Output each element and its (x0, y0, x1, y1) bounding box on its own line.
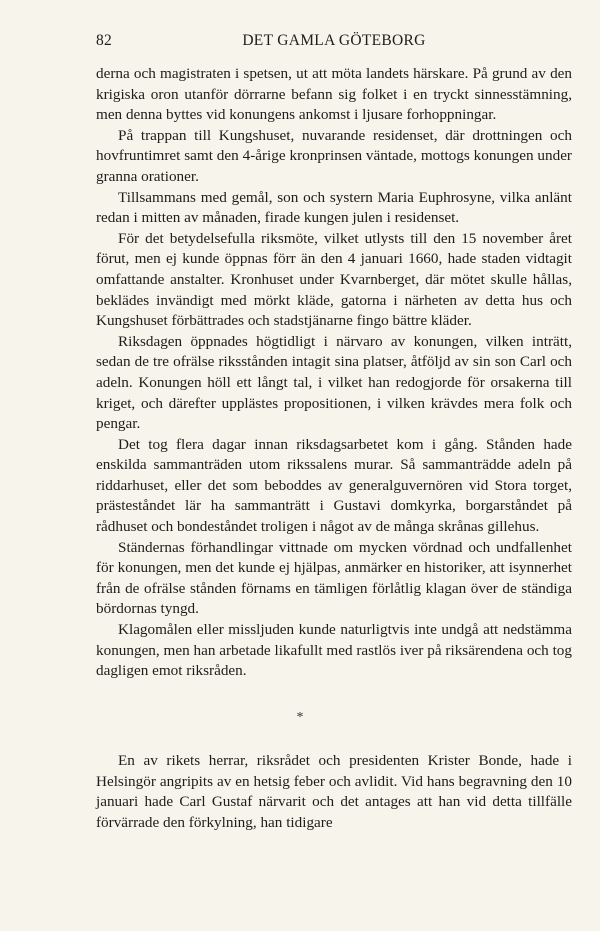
section-separator: * (296, 710, 304, 725)
running-header (96, 32, 572, 50)
paragraph: Ständernas förhandlingar vittnade om mycken vördnad och undfallenhet för konungen, men det kunde ej hjälpas, anmärker en historiker, att isynnerhet från de ofrälse stånden förnams en tämligen förlåtlig klagan över de ständiga bördornas tyngd. (96, 538, 572, 618)
paragraph: Det tog flera dagar innan riksdagsarbetet kom i gång. Stånden hade enskilda sammanträden utom rikssalens murar. Så sammanträdde adeln på riddarhuset, eller det som beboddes av generalguvernören vid Stora torget, prästeståndet lär ha sammanträtt i Gustavi domkyrka, borgarståndet på rådhuset och bondeståndet troligen i något av de många skrånas gillehus. (96, 435, 572, 536)
paragraph: Riksdagen öppnades högtidligt i närvaro av konungen, vilken inträtt, sedan de tre ofrälse riksstånden intagit sina platser, åtföljd av sin son Carl och adeln. Konungen höll ett långt tal, i vilket han redogjorde för orsakerna till kriget, och därefter upplästes propositionen, i vilken krävdes mera folk och pengar. (96, 332, 572, 433)
running-title: DET GAMLA GÖTEBORG (242, 32, 426, 49)
paragraph: Klagomålen eller missljuden kunde naturligtvis inte undgå att nedstämma konungen, men han arbetade likafullt med rastlös iver på riksärendena och tog dagligen emot riksråden. (96, 621, 572, 680)
continued-text (96, 751, 572, 833)
paragraph: På trappan till Kungshuset, nuvarande residenset, där drottningen och hovfruntimret samt den 4-årige kronprinsen väntade, mottogs konungen under granna orationer. (96, 126, 572, 185)
paragraph: derna och magistraten i spetsen, ut att möta landets härskare. På grund av den krigiska oron utanför dörrarne befann sig folket i en tryckt sinnesstämning, men denna byttes vid konungens ankomst i ljusare forhoppningar. (96, 65, 572, 124)
paragraph: En av rikets herrar, riksrådet och presidenten Krister Bonde, hade i Helsingör angripits av en hetsig feber och avlidit. Vid hans begravning den 10 januari hade Carl Gustaf närvarit och det antages att han vid detta tillfälle förvärrade den förkylning, han tidigare (96, 752, 572, 831)
paragraph: Tillsammans med gemål, son och systern Maria Euphrosyne, vilka anlänt redan i mitten av månaden, firade kungen julen i residenset. (96, 188, 572, 227)
page-number: 82 (96, 32, 113, 49)
main-text (96, 64, 572, 682)
paragraph: För det betydelsefulla riksmöte, vilket utlysts till den 15 november året förut, men ej kunde öppnas förr än den 4 januari 1660, hade staden vidtagit omfattande anstalter. Kronhuset under Kvarnberget, där mötet skulle hållas, beklädes invändigt med mörkt kläde, gatorna i närheten av detta hus och Kungshuset förbättrades och stadstjänarne fingo bättre kläder. (96, 229, 572, 330)
